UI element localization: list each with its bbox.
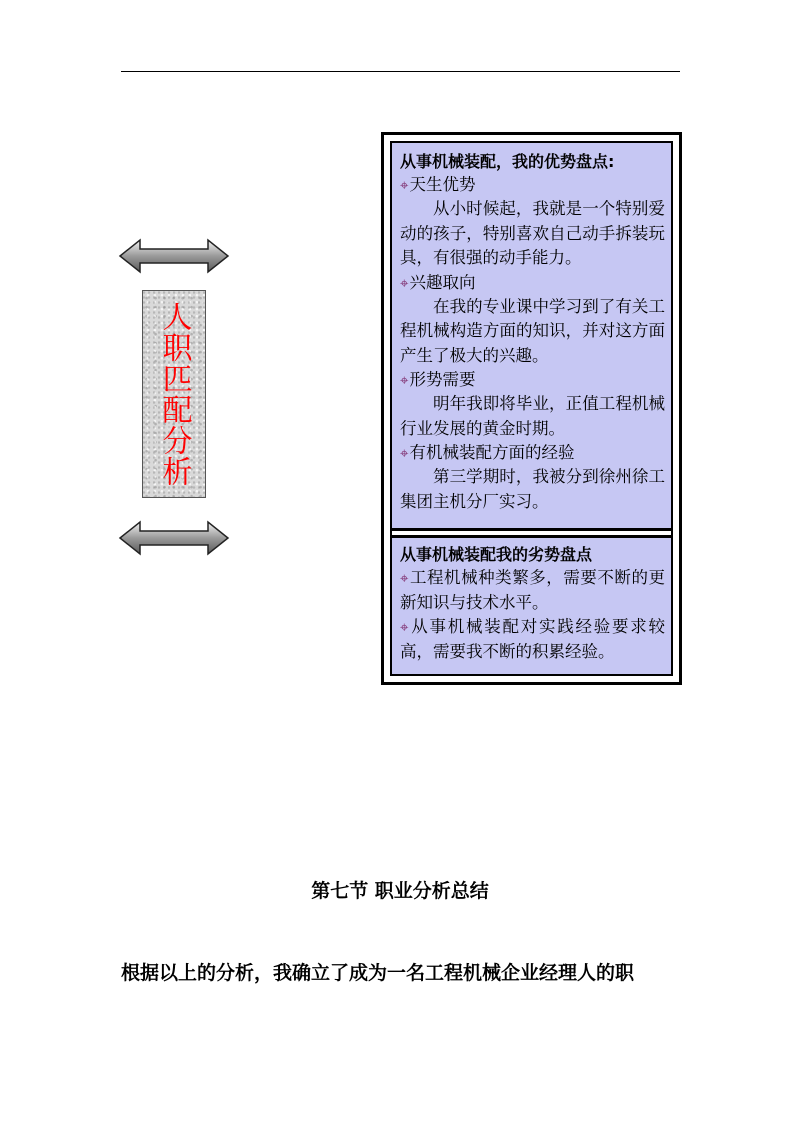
weakness-item	[400, 566, 665, 615]
section-heading: 第七节 职业分析总结	[311, 880, 489, 902]
bullet-icon: ⌖	[400, 444, 409, 462]
weakness-item	[400, 615, 665, 664]
strength-text: 第三学期时，我被分到徐州徐工集团主机分厂实习。	[400, 467, 665, 511]
person-job-match-label	[142, 290, 206, 498]
double-arrow-icon	[118, 238, 230, 274]
section-divider	[392, 528, 671, 538]
bullet-icon: ⌖	[400, 273, 409, 292]
analysis-panel-body	[390, 141, 673, 676]
weaknesses-title: 从事机械装配我的劣势盘点	[400, 545, 593, 564]
strength-item	[400, 368, 665, 441]
vertical-label-text: 人职匹配分析	[156, 301, 192, 487]
strength-item	[400, 441, 665, 514]
weakness-text: 工程机械种类繁多，需要不断的更新知识与技术水平。	[400, 568, 665, 612]
strength-text: 明年我即将毕业，正值工程机械行业发展的黄金时期。	[400, 394, 665, 438]
strength-item	[400, 173, 665, 271]
bullet-icon: ⌖	[400, 371, 409, 389]
strength-item	[400, 271, 665, 369]
bullet-icon: ⌖	[400, 618, 409, 636]
analysis-panel	[381, 132, 682, 685]
double-arrow-icon	[118, 520, 230, 556]
summary-paragraph: 根据以上的分析，我确立了成为一名工程机械企业经理人的职	[121, 962, 635, 984]
weakness-text: 从事机械装配对实践经验要求较高，需要我不断的积累经验。	[400, 617, 665, 661]
strengths-title: 从事机械装配，我的优势盘点:	[400, 152, 615, 171]
strength-heading: 形势需要	[409, 370, 476, 389]
strength-heading: 天生优势	[409, 175, 476, 194]
bullet-icon: ⌖	[400, 569, 409, 587]
strength-text: 从小时候起，我就是一个特别爱动的孩子，特别喜欢自己动手拆装玩具，有很强的动手能力。	[400, 199, 665, 267]
strength-text: 在我的专业课中学习到了有关工程机械构造方面的知识，并对这方面产生了极大的兴趣。	[400, 296, 665, 365]
bullet-icon: ⌖	[400, 176, 409, 194]
header-rule	[121, 71, 680, 72]
strength-heading: 有机械装配方面的经验	[409, 443, 575, 462]
strength-heading: 兴趣取向	[409, 272, 476, 292]
